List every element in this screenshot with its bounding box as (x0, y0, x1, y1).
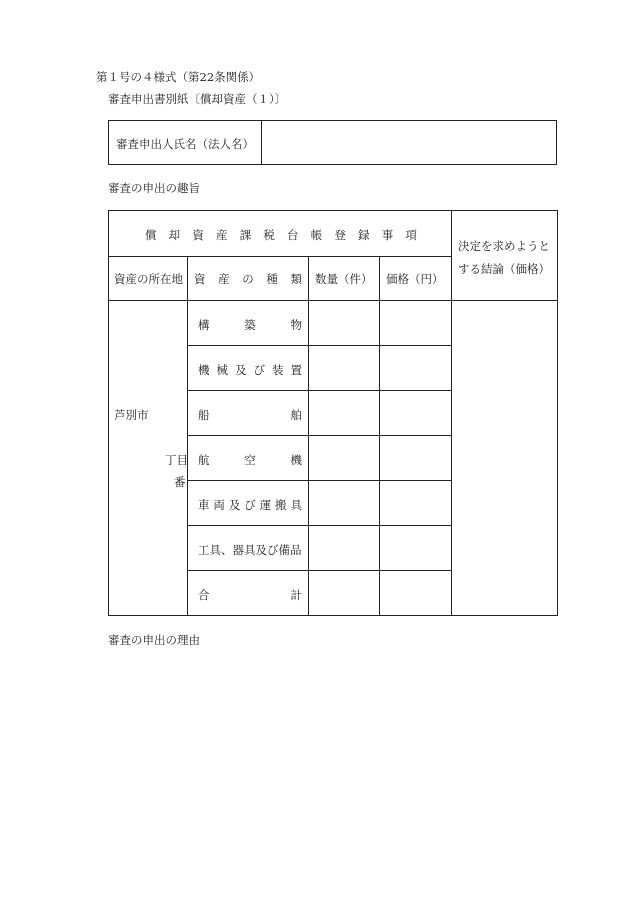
type-column-header (194, 271, 302, 287)
asset-table (108, 210, 558, 616)
asset-type-ships (198, 407, 302, 423)
location-city: 芦別市 (114, 408, 149, 422)
label-char: 構 (198, 318, 210, 332)
label-char: 装 (272, 363, 284, 377)
label-char: 合 (198, 588, 210, 602)
asset-type-machinery (198, 362, 302, 378)
header-char: 却 (168, 228, 181, 242)
label-char: 船 (198, 408, 210, 422)
header-char: 償 (145, 228, 157, 242)
asset-type-vehicles (198, 497, 302, 513)
row-divider (187, 345, 451, 346)
label-char: び (244, 498, 256, 512)
header-char: 種 (266, 272, 278, 286)
header-char: 事 (381, 228, 394, 242)
asset-type-total (198, 587, 302, 603)
price-column-header: 価格（円） (386, 272, 444, 286)
label-char: 械 (216, 363, 228, 377)
label-char: 物 (290, 318, 302, 332)
header-char: 録 (358, 228, 370, 242)
column-header-divider (109, 300, 557, 301)
form-number: 第１号の４様式（第22条関係） (96, 70, 261, 84)
label-char: 機 (290, 453, 302, 467)
header-char: 類 (290, 272, 302, 286)
header-char: の (242, 272, 254, 286)
header-char: 産 (216, 228, 228, 242)
location-ban: 番 (174, 475, 186, 489)
decision-header-line2: する結論（価格） (458, 262, 550, 276)
asset-type-aircraft (198, 452, 302, 468)
header-char: 産 (218, 272, 230, 286)
quantity-column-header: 数量（件） (315, 272, 373, 286)
group-header-divider (109, 256, 451, 257)
asset-type-tools: 工具、器具及び備品 (198, 543, 302, 557)
applicant-box (108, 120, 557, 165)
reason-heading: 審査の申出の理由 (108, 633, 200, 647)
label-char: 及 (228, 498, 241, 512)
label-char: 運 (259, 498, 272, 512)
label-char: 機 (198, 363, 210, 377)
header-char: 税 (263, 228, 275, 242)
label-char: 置 (290, 363, 302, 377)
purpose-heading: 審査の申出の趣旨 (108, 181, 200, 195)
header-char: 登 (334, 228, 346, 242)
applicant-label: 審査申出人氏名（法人名） (116, 137, 254, 151)
applicant-divider (261, 121, 262, 164)
row-divider (187, 570, 451, 571)
decision-column-divider (451, 211, 452, 615)
location-chome: 丁目 (165, 453, 188, 467)
row-divider (187, 480, 451, 481)
asset-type-structures (198, 317, 302, 333)
header-char: 台 (287, 228, 299, 242)
header-char: 課 (239, 228, 252, 242)
row-divider (187, 390, 451, 391)
form-title: 審査申出書別紙〔償却資産（１）〕 (108, 92, 287, 106)
asset-register-group-header (145, 227, 417, 243)
row-divider (187, 435, 451, 436)
header-char: 帳 (310, 228, 323, 242)
label-char: 及 (235, 363, 247, 377)
header-char: 資 (192, 228, 204, 242)
label-char: 築 (244, 318, 256, 332)
label-char: び (253, 363, 265, 377)
location-column-header: 資産の所在地 (114, 272, 183, 286)
decision-header-line1: 決定を求めようと (458, 239, 550, 253)
label-char: 計 (290, 588, 302, 602)
label-char: 航 (198, 453, 210, 467)
label-char: 搬 (275, 498, 287, 512)
header-char: 項 (405, 228, 417, 242)
header-char: 資 (194, 272, 206, 286)
label-char: 車 (198, 498, 210, 512)
label-char: 舶 (290, 408, 302, 422)
label-char: 両 (213, 498, 225, 512)
row-divider (187, 525, 451, 526)
label-char: 具 (290, 498, 302, 512)
label-char: 空 (244, 453, 256, 467)
